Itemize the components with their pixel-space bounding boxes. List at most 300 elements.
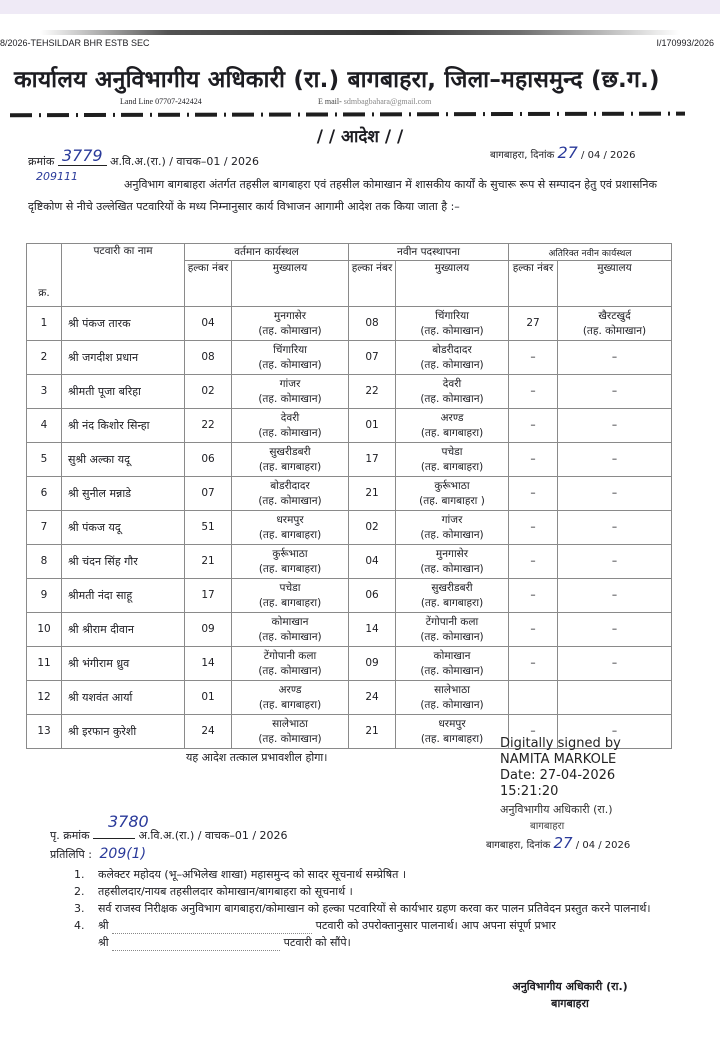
- cell-serial: [27, 647, 62, 681]
- cell-new-halka: [349, 715, 396, 749]
- new-hq-tehsil: (तह. कोमाखान): [420, 358, 484, 371]
- new-hq-village: देवरी: [442, 377, 462, 390]
- order-number: [28, 146, 260, 183]
- current-hq-village: बोडरीदादर: [270, 479, 310, 492]
- signatory-place-overprint: बागबाहरा: [530, 821, 565, 832]
- copy-item: [74, 900, 674, 917]
- effective-note: यह आदेश तत्काल प्रभावशील होगा।: [186, 751, 328, 764]
- new-hq-village: पचेडा: [441, 445, 463, 458]
- cell-additional-hq: [558, 375, 672, 409]
- current-hq-village: चिंगारिया: [273, 343, 307, 356]
- cell-serial: [27, 715, 62, 749]
- new-hq-tehsil: (तह. कोमाखान): [420, 392, 484, 405]
- new-halka-number: 14: [365, 623, 379, 635]
- new-hq-tehsil: (तह. कोमाखान): [420, 562, 484, 575]
- order-date-label: बागबाहरा, दिनांक: [490, 150, 555, 161]
- cell-new-hq: [396, 409, 509, 443]
- new-hq-tehsil: (तह. कोमाखान): [420, 630, 484, 643]
- signatory-date-label: बागबाहरा, दिनांक: [486, 840, 551, 851]
- current-hq-village: मुनगासेर: [273, 309, 307, 322]
- cell-current-halka: [185, 443, 232, 477]
- additional-halka-number: –: [530, 487, 536, 499]
- cell-current-hq: [232, 511, 349, 545]
- cell-serial: [27, 545, 62, 579]
- cell-new-hq: [396, 443, 509, 477]
- current-hq-tehsil: (तह. कोमाखान): [258, 630, 322, 643]
- cell-new-hq: [396, 511, 509, 545]
- copy-item-text: तहसीलदार/नायब तहसीलदार कोमाखान/बागबाहरा को सूचनार्थ ।: [98, 885, 353, 898]
- current-hq-tehsil: (तह. बागबाहरा): [258, 698, 322, 711]
- patwari-name: श्री यशवंत आर्या: [68, 691, 133, 704]
- copy-item-text: पटवारी को उपरोक्तानुसार पालनार्थ। आप अपना संपूर्ण प्रभार: [315, 919, 556, 932]
- cell-current-halka: [185, 341, 232, 375]
- cell-new-halka: [349, 477, 396, 511]
- cell-new-hq: [396, 715, 509, 749]
- table-row: [27, 579, 672, 613]
- current-hq-tehsil: (तह. बागबाहरा): [258, 562, 322, 575]
- cell-name: [62, 409, 185, 443]
- cell-serial: [27, 443, 62, 477]
- header-new-posting: नवीन पदस्थापना: [349, 244, 509, 261]
- digital-signature-line3: Date: 27-04-2026: [500, 768, 616, 783]
- file-reference-right: I/170993/2026: [656, 38, 714, 48]
- serial-number: 10: [37, 623, 51, 635]
- serial-number: 6: [40, 487, 48, 499]
- copy-item-number: 2.: [74, 885, 85, 898]
- new-hq-tehsil: (तह. कोमाखान): [420, 664, 484, 677]
- current-hq-tehsil: (तह. बागबाहरा): [258, 460, 322, 473]
- current-hq-tehsil: (तह. कोमाखान): [258, 426, 322, 439]
- additional-halka-number: –: [530, 555, 536, 567]
- signatory-date-rest: / 04 / 2026: [575, 840, 631, 851]
- new-hq-tehsil: (तह. बागबाहरा): [420, 732, 484, 745]
- current-hq-tehsil: (तह. कोमाखान): [258, 392, 322, 405]
- header-name: पटवारी का नाम: [62, 244, 185, 307]
- additional-hq-village: –: [611, 351, 618, 363]
- cell-additional-halka: [509, 647, 558, 681]
- additional-hq-village: –: [611, 589, 618, 601]
- cell-additional-halka: [509, 681, 558, 715]
- scan-artifact: [40, 30, 680, 35]
- email-label: E mail-: [318, 97, 342, 106]
- cell-additional-halka: [509, 511, 558, 545]
- cell-additional-hq: [558, 307, 672, 341]
- additional-halka-number: –: [530, 623, 536, 635]
- cell-name: [62, 443, 185, 477]
- serial-number: 8: [40, 555, 48, 567]
- table-row: [27, 681, 672, 715]
- patwari-name: श्री चंदन सिंह गौर: [68, 555, 138, 568]
- cell-additional-hq: [558, 647, 672, 681]
- cell-additional-halka: [509, 341, 558, 375]
- copy-item-number: 1.: [74, 868, 85, 881]
- serial-number: 1: [40, 317, 48, 329]
- cell-additional-hq: [558, 443, 672, 477]
- copy-item-text: कलेक्टर महोदय (भू–अभिलेख शाखा) महासमुन्द को सादर सूचनार्थ सम्प्रेषित ।: [98, 868, 407, 881]
- signatory-date: [486, 834, 630, 852]
- current-halka-number: 06: [201, 453, 215, 465]
- header-current-halka: हल्का नंबर: [185, 261, 232, 307]
- cell-current-halka: [185, 477, 232, 511]
- copy-item-prefix: श्री: [98, 919, 109, 932]
- serial-number: 11: [37, 657, 51, 669]
- cell-new-hq: [396, 579, 509, 613]
- file-reference-left: 8/2026-TEHSILDAR BHR ESTB SEC: [0, 38, 150, 48]
- serial-number: 12: [37, 691, 51, 703]
- new-halka-number: 21: [365, 725, 379, 737]
- cell-current-halka: [185, 681, 232, 715]
- cell-additional-hq: [558, 681, 672, 715]
- cell-new-hq: [396, 647, 509, 681]
- additional-halka-number: –: [530, 589, 536, 601]
- new-halka-number: 09: [365, 657, 379, 669]
- cell-new-halka: [349, 341, 396, 375]
- table-row: [27, 443, 672, 477]
- cell-new-hq: [396, 681, 509, 715]
- cell-current-halka: [185, 511, 232, 545]
- cell-current-hq: [232, 545, 349, 579]
- new-hq-village: सुखरीडबरी: [431, 581, 473, 594]
- cell-additional-halka: [509, 545, 558, 579]
- cell-current-hq: [232, 341, 349, 375]
- copy-sub-handwritten: 209(1): [99, 846, 147, 862]
- letterhead-divider: [10, 110, 685, 118]
- additional-hq-village: –: [611, 555, 618, 567]
- cell-new-halka: [349, 443, 396, 477]
- additional-hq-village: –: [611, 623, 618, 635]
- cell-serial: [27, 375, 62, 409]
- serial-number: 3: [40, 385, 48, 397]
- current-hq-tehsil: (तह. कोमाखान): [258, 664, 322, 677]
- cell-name: [62, 341, 185, 375]
- cell-current-hq: [232, 613, 349, 647]
- cell-current-halka: [185, 409, 232, 443]
- cell-name: [62, 613, 185, 647]
- current-halka-number: 09: [201, 623, 215, 635]
- table-row: [27, 375, 672, 409]
- current-hq-village: अरण्ड: [278, 683, 302, 696]
- new-halka-number: 01: [365, 419, 379, 431]
- cell-additional-hq: [558, 545, 672, 579]
- cell-serial: [27, 307, 62, 341]
- current-halka-number: 17: [201, 589, 215, 601]
- additional-halka-number: –: [530, 521, 536, 533]
- copy-list: [74, 866, 674, 951]
- additional-hq-village: खैरटखुर्द: [598, 309, 631, 322]
- top-band: [0, 0, 720, 14]
- cell-current-halka: [185, 375, 232, 409]
- header-additional-halka: हल्का नंबर: [509, 261, 558, 307]
- new-halka-number: 08: [365, 317, 379, 329]
- new-halka-number: 22: [365, 385, 379, 397]
- additional-hq-village: –: [611, 657, 618, 669]
- current-hq-village: सालेभाठा: [272, 717, 308, 730]
- cell-new-hq: [396, 477, 509, 511]
- current-hq-village: पचेडा: [279, 581, 301, 594]
- new-halka-number: 06: [365, 589, 379, 601]
- new-hq-village: टेंगोपानी कला: [425, 615, 479, 628]
- additional-hq-village: –: [611, 453, 618, 465]
- copy-item: [74, 883, 674, 900]
- cell-current-halka: [185, 715, 232, 749]
- cell-new-hq: [396, 545, 509, 579]
- new-halka-number: 24: [365, 691, 379, 703]
- new-hq-village: चिंगारिया: [435, 309, 469, 322]
- copy-label: [50, 846, 146, 862]
- cell-serial: [27, 341, 62, 375]
- copy-item-prefix-2: श्री: [98, 936, 109, 949]
- signatory-date-day-handwritten: 27: [553, 834, 573, 852]
- header-new-hq: मुख्यालय: [396, 261, 509, 307]
- cell-current-hq: [232, 307, 349, 341]
- cell-additional-halka: [509, 409, 558, 443]
- cell-current-hq: [232, 443, 349, 477]
- cell-current-hq: [232, 579, 349, 613]
- cell-additional-halka: [509, 307, 558, 341]
- cell-additional-hq: [558, 613, 672, 647]
- header-current-hq: मुख्यालय: [232, 261, 349, 307]
- table-row: [27, 511, 672, 545]
- cell-new-halka: [349, 647, 396, 681]
- copy-number-handwritten: 3780: [108, 812, 149, 831]
- cell-new-hq: [396, 375, 509, 409]
- current-halka-number: 22: [201, 419, 215, 431]
- copy-number-suffix: अ.वि.अ.(रा.) / वाचक–01 / 2026: [138, 829, 288, 842]
- additional-hq-village: –: [611, 725, 618, 737]
- header-additional-hq: मुख्यालय: [558, 261, 672, 307]
- current-hq-village: देवरी: [280, 411, 300, 424]
- cell-new-hq: [396, 613, 509, 647]
- cell-name: [62, 681, 185, 715]
- cell-serial: [27, 511, 62, 545]
- new-hq-village: मुनगासेर: [435, 547, 469, 560]
- cell-new-halka: [349, 511, 396, 545]
- cell-additional-hq: [558, 341, 672, 375]
- header-serial: क्र.: [27, 244, 62, 307]
- cell-new-halka: [349, 409, 396, 443]
- table-row: [27, 545, 672, 579]
- cell-current-hq: [232, 715, 349, 749]
- cell-current-hq: [232, 477, 349, 511]
- patwari-name: श्री पंकज यदू: [68, 521, 121, 534]
- current-hq-tehsil: (तह. कोमाखान): [258, 358, 322, 371]
- copy-item-text: सर्व राजस्व निरीक्षक अनुविभाग बागबाहरा/कोमाखान को हल्का पटवारियों से कार्यभार ग्रहण करवा कर पालन प्रतिवेदन प्रस्तुत करने पालनार्थ।: [98, 902, 651, 915]
- new-hq-village: कुर्रूभाठा: [434, 479, 470, 492]
- copy-item-text-2: पटवारी को सौंपे।: [283, 936, 351, 949]
- cell-additional-halka: [509, 613, 558, 647]
- copy-number: [50, 812, 288, 843]
- table-row: [27, 409, 672, 443]
- current-hq-village: टेंगोपानी कला: [263, 649, 317, 662]
- order-date-day-handwritten: 27: [557, 143, 578, 162]
- cell-additional-halka: [509, 443, 558, 477]
- new-hq-tehsil: (तह. बागबाहरा ): [419, 494, 485, 507]
- new-hq-tehsil: (तह. कोमाखान): [420, 698, 484, 711]
- email-value: sdmbagbahara@gmail.com: [343, 97, 432, 106]
- copy-label-text: प्रतिलिपि :: [50, 848, 92, 861]
- copy-item: [74, 866, 674, 883]
- cell-name: [62, 545, 185, 579]
- header-new-halka: हल्का नंबर: [349, 261, 396, 307]
- patwari-name: श्रीमती नंदा साहू: [68, 589, 133, 602]
- footer-signatory-place: बागबाहरा: [551, 997, 589, 1010]
- new-halka-number: 17: [365, 453, 379, 465]
- order-date: [490, 143, 636, 162]
- new-hq-tehsil: (तह. बागबाहरा): [420, 426, 484, 439]
- cell-name: [62, 477, 185, 511]
- table-row: [27, 613, 672, 647]
- new-hq-village: कोमाखान: [433, 649, 471, 662]
- cell-current-halka: [185, 579, 232, 613]
- cell-new-halka: [349, 307, 396, 341]
- header-additional: अतिरिक्त नवीन कार्यस्थल: [509, 244, 672, 261]
- order-number-handwritten: 3779: [58, 146, 107, 166]
- cell-new-hq: [396, 341, 509, 375]
- cell-name: [62, 375, 185, 409]
- current-halka-number: 51: [201, 521, 215, 533]
- current-halka-number: 07: [201, 487, 215, 499]
- new-halka-number: 04: [365, 555, 379, 567]
- cell-current-halka: [185, 545, 232, 579]
- additional-halka-number: –: [530, 657, 536, 669]
- current-hq-village: धरमपुर: [276, 513, 304, 526]
- digital-signature-line4: 15:21:20: [500, 784, 559, 799]
- cell-new-halka: [349, 681, 396, 715]
- patwari-name: सुश्री अल्का यदू: [68, 453, 130, 466]
- serial-number: 7: [40, 521, 48, 533]
- cell-new-halka: [349, 545, 396, 579]
- office-title: कार्यालय अनुविभागीय अधिकारी (रा.) बागबाहरा, जिला–महासमुन्द (छ.ग.): [14, 67, 660, 93]
- order-sub-number-handwritten: 209111: [36, 170, 78, 183]
- additional-hq-village: –: [611, 385, 618, 397]
- additional-hq-tehsil: (तह. कोमाखान): [582, 324, 647, 337]
- additional-halka-number: –: [530, 725, 536, 737]
- patwari-name: श्री नंद किशोर सिन्हा: [68, 419, 150, 432]
- cell-additional-halka: [509, 579, 558, 613]
- new-hq-village: सालेभाठा: [434, 683, 470, 696]
- new-hq-village: गांजर: [441, 513, 463, 526]
- cell-new-halka: [349, 579, 396, 613]
- current-halka-number: 21: [201, 555, 215, 567]
- cell-additional-hq: [558, 409, 672, 443]
- blank-line: [112, 921, 312, 934]
- current-hq-tehsil: (तह. कोमाखान): [258, 732, 322, 745]
- patwari-name: श्री इरफान कुरेशी: [68, 725, 137, 738]
- current-hq-village: कोमाखान: [271, 615, 309, 628]
- new-hq-village: अरण्ड: [440, 411, 464, 424]
- additional-halka-number: 27: [526, 317, 540, 329]
- cell-name: [62, 579, 185, 613]
- order-number-label: क्रमांक: [28, 155, 55, 168]
- new-hq-tehsil: (तह. कोमाखान): [420, 528, 484, 541]
- current-halka-number: 24: [201, 725, 215, 737]
- additional-halka-number: –: [530, 351, 536, 363]
- serial-number: 5: [40, 453, 48, 465]
- digital-signature-line1: Digitally signed by: [500, 736, 621, 751]
- current-halka-number: 08: [201, 351, 215, 363]
- serial-number: 4: [40, 419, 48, 431]
- footer-signatory-designation: अनुविभागीय अधिकारी (रा.): [512, 980, 628, 993]
- additional-halka-number: –: [530, 453, 536, 465]
- copy-item: [74, 917, 674, 951]
- cell-current-halka: [185, 647, 232, 681]
- current-halka-number: 14: [201, 657, 215, 669]
- new-halka-number: 21: [365, 487, 379, 499]
- cell-new-halka: [349, 375, 396, 409]
- cell-name: [62, 307, 185, 341]
- order-date-rest: / 04 / 2026: [581, 150, 636, 161]
- copy-number-label: पृ. क्रमांक: [50, 829, 90, 842]
- cell-new-halka: [349, 613, 396, 647]
- additional-hq-village: –: [611, 419, 618, 431]
- additional-halka-number: –: [530, 385, 536, 397]
- blank-line: [112, 938, 280, 951]
- current-hq-tehsil: (तह. बागबाहरा): [258, 528, 322, 541]
- serial-number: 9: [40, 589, 48, 601]
- cell-name: [62, 647, 185, 681]
- order-number-suffix: अ.वि.अ.(रा.) / वाचक–01 / 2026: [110, 155, 260, 168]
- landline: Land Line 07707-242424: [120, 97, 202, 106]
- new-hq-village: बोडरीदादर: [432, 343, 472, 356]
- digital-signature-line2: NAMITA MARKOLE: [500, 752, 617, 767]
- posting-table: [26, 243, 672, 749]
- cell-current-halka: [185, 307, 232, 341]
- cell-additional-halka: [509, 375, 558, 409]
- order-body: अनुविभाग बागबाहरा अंतर्गत तहसील बागबाहरा एवं तहसील कोमाखान में शासकीय कार्यों के सुचारू रूप से सम्पादन हेतु एवं प्रशासनिक दृष्टिकोण से नीचे उल्लेखित पटवारियों के मध्य निम्नानुसार कार्य विभाजन आगामी आदेश तक किया जाता है :–: [28, 178, 657, 213]
- table-row: [27, 341, 672, 375]
- signatory-designation-overprint: अनुविभागीय अधिकारी (रा.): [500, 803, 613, 816]
- cell-current-halka: [185, 613, 232, 647]
- current-hq-tehsil: (तह. बागबाहरा): [258, 596, 322, 609]
- patwari-name: श्रीमती पूजा बरिहा: [68, 385, 141, 398]
- cell-current-hq: [232, 375, 349, 409]
- table-row: [27, 307, 672, 341]
- cell-new-hq: [396, 307, 509, 341]
- cell-serial: [27, 409, 62, 443]
- current-halka-number: 01: [201, 691, 215, 703]
- new-hq-tehsil: (तह. कोमाखान): [420, 324, 484, 337]
- footer-signatory: [470, 978, 670, 1012]
- current-halka-number: 02: [201, 385, 215, 397]
- serial-number: 13: [37, 725, 51, 737]
- new-hq-village: धरमपुर: [438, 717, 466, 730]
- new-halka-number: 02: [365, 521, 379, 533]
- current-hq-village: गांजर: [279, 377, 301, 390]
- cell-name: [62, 511, 185, 545]
- table-row: [27, 477, 672, 511]
- cell-serial: [27, 477, 62, 511]
- current-hq-village: सुखरीडबरी: [269, 445, 311, 458]
- additional-halka-number: –: [530, 419, 536, 431]
- patwari-name: श्री जगदीश प्रधान: [68, 351, 139, 364]
- new-hq-tehsil: (तह. बागबाहरा): [420, 460, 484, 473]
- cell-serial: [27, 579, 62, 613]
- header-current: वर्तमान कार्यस्थल: [185, 244, 349, 261]
- cell-additional-hq: [558, 579, 672, 613]
- additional-hq-village: –: [611, 487, 618, 499]
- cell-current-hq: [232, 409, 349, 443]
- patwari-name: श्री पंकज तारक: [68, 317, 131, 330]
- cell-serial: [27, 613, 62, 647]
- new-hq-tehsil: (तह. बागबाहरा): [420, 596, 484, 609]
- current-halka-number: 04: [201, 317, 215, 329]
- cell-additional-hq: [558, 511, 672, 545]
- email: [318, 97, 431, 106]
- serial-number: 2: [40, 351, 48, 363]
- current-hq-tehsil: (तह. कोमाखान): [258, 324, 322, 337]
- current-hq-village: कुर्रूभाठा: [272, 547, 308, 560]
- order-heading: / / आदेश / /: [316, 127, 404, 147]
